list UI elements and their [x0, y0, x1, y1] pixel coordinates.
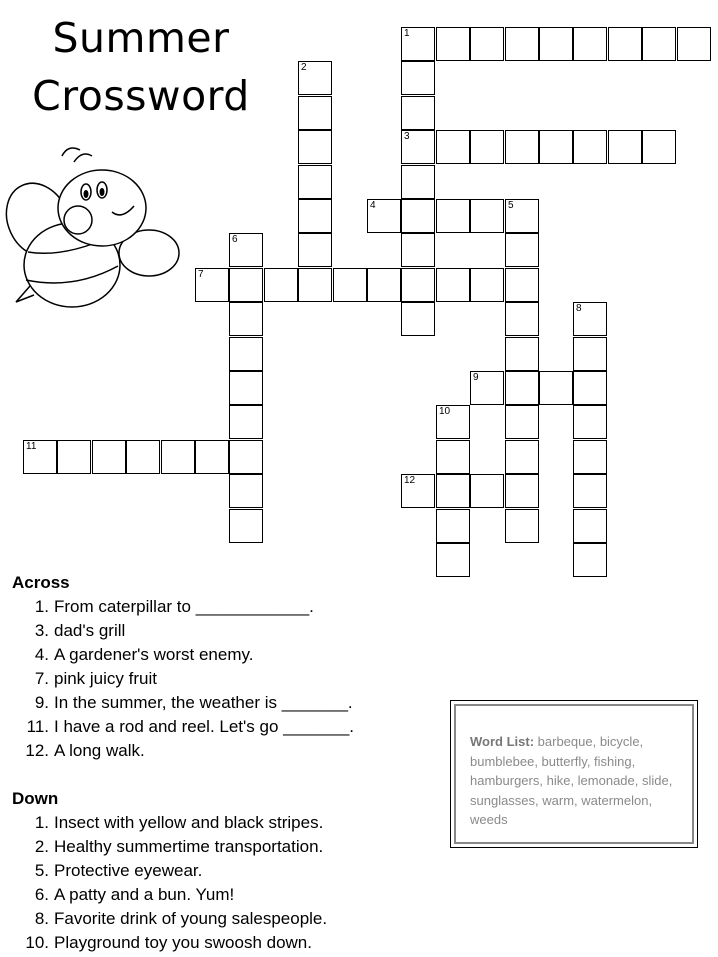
down-clue [12, 907, 327, 931]
word-list-label: Word List: [470, 734, 535, 749]
down-clue-number: 8. [34, 909, 49, 928]
grid-cell[interactable] [436, 199, 470, 233]
down-clue-text: Favorite drink of young salespeople. [54, 909, 328, 928]
grid-cell[interactable] [470, 268, 504, 302]
grid-cell[interactable] [470, 130, 504, 164]
grid-cell[interactable] [573, 474, 607, 508]
grid-cell[interactable] [367, 199, 401, 233]
grid-cell[interactable] [573, 130, 607, 164]
grid-cell[interactable] [573, 440, 607, 474]
grid-cell[interactable] [401, 268, 435, 302]
grid-cell[interactable] [161, 440, 195, 474]
grid-cell[interactable] [401, 96, 435, 130]
clue-number-label: 9 [473, 372, 479, 383]
grid-cell[interactable] [401, 130, 435, 164]
word-list-box [450, 700, 698, 848]
word-list-content [454, 704, 694, 844]
grid-cell[interactable] [573, 337, 607, 371]
across-clue [12, 667, 354, 691]
grid-cell[interactable] [539, 371, 573, 405]
grid-cell[interactable] [298, 96, 332, 130]
grid-cell[interactable] [573, 371, 607, 405]
grid-cell[interactable] [505, 337, 539, 371]
down-clue-text: Protective eyewear. [54, 861, 203, 880]
down-clue [12, 835, 327, 859]
grid-cell[interactable] [436, 405, 470, 439]
down-clue [12, 931, 327, 955]
grid-cell[interactable] [195, 268, 229, 302]
grid-cell[interactable] [436, 130, 470, 164]
grid-cell[interactable] [298, 199, 332, 233]
grid-cell[interactable] [401, 474, 435, 508]
grid-cell[interactable] [608, 27, 642, 61]
grid-cell[interactable] [677, 27, 711, 61]
across-clue-number: 3. [34, 621, 49, 640]
grid-cell[interactable] [264, 268, 298, 302]
grid-cell[interactable] [539, 130, 573, 164]
grid-cell[interactable] [401, 27, 435, 61]
grid-cell[interactable] [298, 165, 332, 199]
across-clue-number: 4. [34, 645, 49, 664]
grid-cell[interactable] [505, 268, 539, 302]
clue-number-label: 2 [301, 62, 307, 73]
clue-number-label: 6 [232, 234, 238, 245]
grid-cell[interactable] [229, 440, 263, 474]
grid-cell[interactable] [470, 27, 504, 61]
grid-cell[interactable] [573, 27, 607, 61]
grid-cell[interactable] [298, 268, 332, 302]
across-clue-text: A long walk. [54, 741, 145, 760]
grid-cell[interactable] [573, 405, 607, 439]
grid-cell[interactable] [229, 405, 263, 439]
clue-number-label: 12 [404, 475, 416, 486]
grid-cell[interactable] [608, 130, 642, 164]
across-clue-text: In the summer, the weather is _______. [54, 693, 353, 712]
down-heading: Down [12, 789, 59, 808]
across-clue-text: I have a rod and reel. Let's go _______. [54, 717, 355, 736]
across-heading: Across [12, 573, 70, 592]
grid-cell[interactable] [333, 268, 367, 302]
clue-number-label: 10 [439, 406, 451, 417]
grid-cell[interactable] [401, 199, 435, 233]
grid-cell[interactable] [195, 440, 229, 474]
across-clue-text: From caterpillar to ____________. [54, 597, 314, 616]
grid-cell[interactable] [367, 268, 401, 302]
grid-cell[interactable] [505, 371, 539, 405]
down-clue-text: Healthy summertime transportation. [54, 837, 324, 856]
across-clue [12, 595, 354, 619]
down-clue-number: 5. [34, 861, 49, 880]
grid-cell[interactable] [401, 165, 435, 199]
across-clue-text: pink juicy fruit [54, 669, 157, 688]
down-clue-number: 2. [34, 837, 49, 856]
clue-number-label: 11 [26, 441, 37, 452]
grid-cell[interactable] [470, 199, 504, 233]
grid-cell[interactable] [298, 130, 332, 164]
down-clue [12, 811, 327, 835]
grid-cell[interactable] [573, 509, 607, 543]
grid-cell[interactable] [436, 509, 470, 543]
down-clue-number: 6. [34, 885, 49, 904]
across-clue-number: 9. [34, 693, 49, 712]
grid-cell[interactable] [229, 474, 263, 508]
grid-cell[interactable] [436, 543, 470, 577]
grid-cell[interactable] [401, 233, 435, 267]
word-list-words: barbeque, bicycle, bumblebee, butterfly, fishing, hamburgers, hike, lemonade, slide, sunglasses, warm, watermelon, weeds [470, 734, 673, 827]
clue-number-label: 7 [198, 269, 204, 280]
grid-cell[interactable] [505, 302, 539, 336]
grid-cell[interactable] [436, 474, 470, 508]
down-clue-text: A patty and a bun. Yum! [54, 885, 235, 904]
across-clues [12, 571, 354, 763]
grid-cell[interactable] [229, 371, 263, 405]
down-clue-number: 10. [25, 933, 49, 952]
down-clue-text: Playground toy you swoosh down. [54, 933, 312, 952]
grid-cell[interactable] [436, 268, 470, 302]
down-clue [12, 883, 327, 907]
across-clue [12, 691, 354, 715]
grid-cell[interactable] [229, 509, 263, 543]
across-clue [12, 715, 354, 739]
across-clue-number: 7. [34, 669, 49, 688]
grid-cell[interactable] [505, 233, 539, 267]
grid-cell[interactable] [539, 27, 573, 61]
down-clue-text: Insect with yellow and black stripes. [54, 813, 324, 832]
down-clue-number: 1. [34, 813, 49, 832]
grid-cell[interactable] [505, 474, 539, 508]
grid-cell[interactable] [229, 302, 263, 336]
clue-number-label: 1 [404, 28, 410, 39]
grid-cell[interactable] [298, 61, 332, 95]
across-clue-number: 1. [34, 597, 49, 616]
grid-cell[interactable] [505, 509, 539, 543]
grid-cell[interactable] [573, 543, 607, 577]
grid-cell[interactable] [505, 130, 539, 164]
grid-cell[interactable] [229, 233, 263, 267]
grid-cell[interactable] [505, 405, 539, 439]
across-clue-text: A gardener's worst enemy. [54, 645, 254, 664]
grid-cell[interactable] [401, 302, 435, 336]
grid-cell[interactable] [92, 440, 126, 474]
grid-cell[interactable] [642, 27, 676, 61]
across-clue [12, 739, 354, 763]
page-title-line-2: Crossword [32, 72, 250, 120]
grid-cell[interactable] [126, 440, 160, 474]
grid-cell[interactable] [298, 233, 332, 267]
grid-cell[interactable] [229, 268, 263, 302]
down-clue [12, 859, 327, 883]
clue-number-label: 5 [508, 200, 514, 211]
grid-cell[interactable] [23, 440, 57, 474]
page-title-line-1: Summer [52, 14, 230, 62]
grid-cell[interactable] [229, 337, 263, 371]
across-clue [12, 619, 354, 643]
grid-cell[interactable] [505, 440, 539, 474]
grid-cell[interactable] [436, 440, 470, 474]
grid-cell[interactable] [470, 371, 504, 405]
clue-number-label: 8 [576, 303, 582, 314]
down-clues [12, 787, 327, 955]
clue-number-label: 3 [404, 131, 410, 142]
grid-cell[interactable] [505, 199, 539, 233]
across-clue-number: 11. [26, 717, 49, 736]
clue-number-label: 4 [370, 200, 376, 211]
grid-cell[interactable] [401, 61, 435, 95]
across-clue-number: 12. [25, 741, 49, 760]
across-clue-text: dad's grill [54, 621, 126, 640]
grid-cell[interactable] [436, 27, 470, 61]
grid-cell[interactable] [573, 302, 607, 336]
grid-cell[interactable] [470, 474, 504, 508]
grid-cell[interactable] [642, 130, 676, 164]
grid-cell[interactable] [505, 27, 539, 61]
across-clue [12, 643, 354, 667]
grid-cell[interactable] [57, 440, 91, 474]
